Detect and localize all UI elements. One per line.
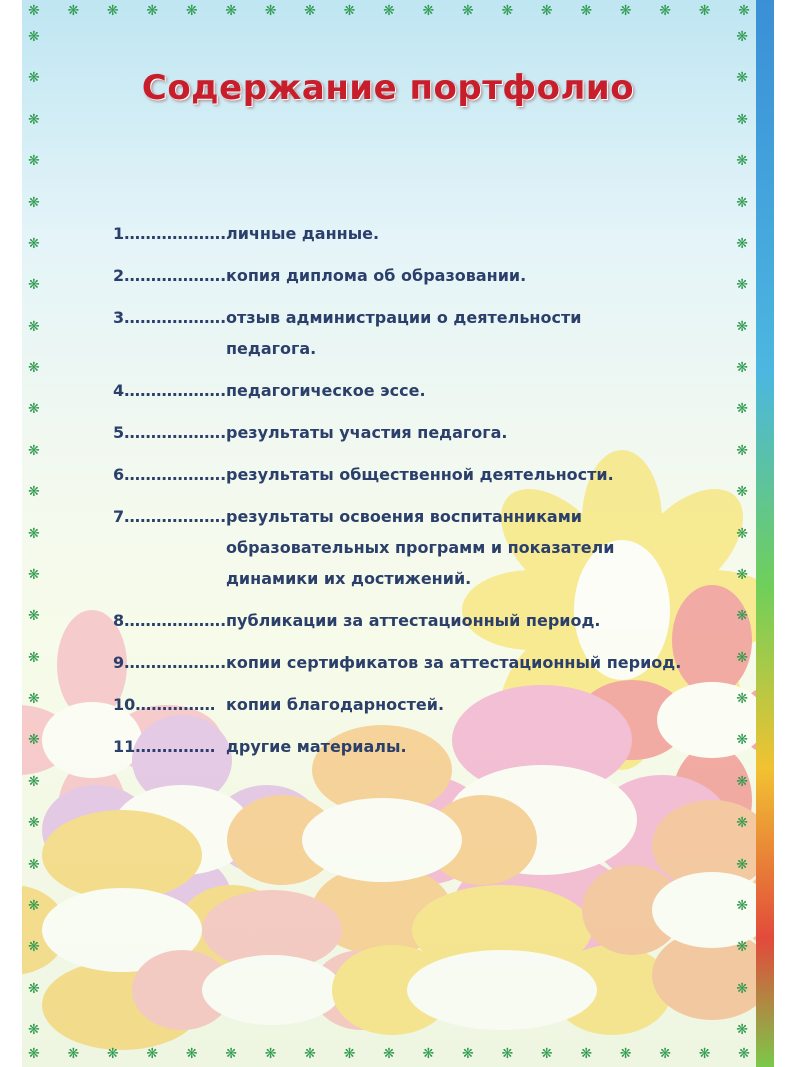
clover-icon: ❋ bbox=[422, 3, 435, 19]
clover-icon: ❋ bbox=[736, 29, 748, 45]
clover-icon: ❋ bbox=[146, 1046, 159, 1062]
item-text: копии благодарностей. bbox=[226, 695, 445, 714]
list-item bbox=[113, 731, 753, 762]
clover-icon: ❋ bbox=[738, 1046, 750, 1062]
list-item bbox=[113, 218, 753, 252]
clover-icon: ❋ bbox=[736, 525, 748, 542]
rainbow-edge bbox=[756, 0, 774, 1067]
clover-icon: ❋ bbox=[28, 111, 40, 128]
clover-icon: ❋ bbox=[736, 980, 748, 997]
clover-icon: ❋ bbox=[736, 442, 748, 459]
clover-icon: ❋ bbox=[28, 856, 40, 873]
clover-icon: ❋ bbox=[106, 1046, 119, 1062]
clover-icon: ❋ bbox=[28, 608, 40, 625]
clover-icon: ❋ bbox=[28, 939, 40, 956]
clover-icon: ❋ bbox=[736, 773, 748, 790]
clover-icon: ❋ bbox=[659, 1046, 671, 1062]
clover-icon: ❋ bbox=[580, 1046, 593, 1062]
item-number: 8………………. bbox=[113, 611, 226, 630]
clover-icon: ❋ bbox=[422, 1046, 435, 1062]
clover-icon: ❋ bbox=[738, 3, 750, 19]
item-number: 4………………. bbox=[113, 381, 226, 400]
clover-icon: ❋ bbox=[264, 1046, 277, 1062]
clover-icon: ❋ bbox=[461, 3, 474, 19]
clover-icon: ❋ bbox=[28, 1022, 40, 1038]
clover-icon: ❋ bbox=[383, 3, 395, 19]
clover-icon: ❋ bbox=[28, 401, 40, 418]
clover-icon: ❋ bbox=[28, 897, 40, 914]
list-item bbox=[113, 375, 753, 406]
clover-icon: ❋ bbox=[736, 1022, 748, 1038]
clover-icon: ❋ bbox=[619, 1046, 632, 1062]
item-text: другие материалы. bbox=[226, 737, 407, 756]
clover-icon: ❋ bbox=[67, 1046, 80, 1062]
clover-icon: ❋ bbox=[736, 608, 748, 625]
clover-icon: ❋ bbox=[343, 3, 356, 19]
list-item bbox=[113, 260, 753, 294]
clover-icon: ❋ bbox=[28, 691, 40, 707]
clover-icon: ❋ bbox=[146, 3, 159, 19]
clover-icon: ❋ bbox=[28, 980, 40, 997]
clover-icon: ❋ bbox=[225, 3, 237, 19]
clover-icon: ❋ bbox=[28, 732, 40, 749]
item-number: 1………………. bbox=[113, 224, 226, 243]
clover-icon: ❋ bbox=[28, 773, 40, 790]
clover-icon: ❋ bbox=[736, 566, 748, 583]
clover-icon: ❋ bbox=[28, 1046, 40, 1062]
list-item bbox=[113, 605, 753, 636]
list-item bbox=[113, 501, 753, 594]
clover-icon: ❋ bbox=[736, 401, 748, 418]
clover-icon: ❋ bbox=[736, 318, 748, 335]
clover-icon: ❋ bbox=[106, 3, 119, 19]
list-item bbox=[113, 459, 753, 490]
clover-icon: ❋ bbox=[28, 649, 40, 666]
clover-icon: ❋ bbox=[736, 277, 748, 294]
item-number: 7………………. bbox=[113, 507, 226, 526]
clover-icon: ❋ bbox=[343, 1046, 356, 1062]
clover-icon: ❋ bbox=[736, 897, 748, 914]
clover-icon: ❋ bbox=[659, 3, 671, 19]
clover-icon: ❋ bbox=[580, 3, 593, 19]
clover-icon: ❋ bbox=[67, 3, 80, 19]
clover-icon: ❋ bbox=[736, 856, 748, 873]
clover-icon: ❋ bbox=[736, 111, 748, 128]
clover-icon: ❋ bbox=[383, 1046, 395, 1062]
border-left bbox=[28, 30, 40, 1037]
clover-icon: ❋ bbox=[736, 484, 748, 501]
clover-icon: ❋ bbox=[28, 70, 40, 87]
item-number: 3………………. bbox=[113, 308, 226, 327]
clover-icon: ❋ bbox=[736, 194, 748, 211]
clover-icon: ❋ bbox=[28, 815, 40, 832]
item-text: публикации за аттестационный период. bbox=[226, 611, 601, 630]
item-text: результаты участия педагога. bbox=[226, 423, 508, 442]
clover-icon: ❋ bbox=[736, 815, 748, 832]
clover-icon: ❋ bbox=[501, 3, 514, 19]
clover-icon: ❋ bbox=[304, 3, 316, 19]
table-of-contents bbox=[113, 218, 753, 762]
list-item bbox=[113, 302, 753, 364]
clover-icon: ❋ bbox=[185, 1046, 198, 1062]
item-number: 5………………. bbox=[113, 423, 226, 442]
item-number: 2………………. bbox=[113, 266, 226, 285]
item-number: 9………………. bbox=[113, 653, 226, 672]
clover-icon: ❋ bbox=[28, 525, 40, 542]
clover-icon: ❋ bbox=[28, 153, 40, 170]
clover-icon: ❋ bbox=[28, 29, 40, 45]
item-text: результаты общественной деятельности. bbox=[226, 465, 614, 484]
clover-icon: ❋ bbox=[28, 360, 40, 376]
clover-icon: ❋ bbox=[698, 1046, 711, 1062]
border-bottom bbox=[28, 1047, 750, 1061]
item-text: копия диплома об образовании. bbox=[226, 266, 527, 285]
list-item bbox=[113, 689, 753, 720]
clover-icon: ❋ bbox=[28, 235, 40, 252]
clover-icon: ❋ bbox=[540, 1046, 553, 1062]
clover-icon: ❋ bbox=[264, 3, 277, 19]
list-item bbox=[113, 647, 753, 678]
border-top bbox=[28, 4, 750, 18]
item-text: отзыв администрации о деятельности педагога. bbox=[226, 308, 582, 358]
clover-icon: ❋ bbox=[736, 70, 748, 87]
clover-icon: ❋ bbox=[28, 277, 40, 294]
clover-icon: ❋ bbox=[619, 3, 632, 19]
item-text: личные данные. bbox=[226, 224, 380, 243]
page-title: Содержание портфолио bbox=[141, 68, 635, 108]
clover-icon: ❋ bbox=[736, 732, 748, 749]
list-item bbox=[113, 417, 753, 448]
clover-icon: ❋ bbox=[185, 3, 198, 19]
clover-icon: ❋ bbox=[501, 1046, 514, 1062]
item-number: 11…………… bbox=[113, 737, 216, 756]
clover-icon: ❋ bbox=[540, 3, 553, 19]
clover-icon: ❋ bbox=[28, 566, 40, 583]
clover-icon: ❋ bbox=[736, 235, 748, 252]
clover-icon: ❋ bbox=[28, 3, 40, 19]
clover-icon: ❋ bbox=[736, 939, 748, 956]
clover-icon: ❋ bbox=[304, 1046, 316, 1062]
clover-icon: ❋ bbox=[736, 691, 748, 707]
item-text: педагогическое эссе. bbox=[226, 381, 426, 400]
clover-icon: ❋ bbox=[28, 442, 40, 459]
item-text: копии сертификатов за аттестационный период. bbox=[226, 653, 682, 672]
item-number: 6………………. bbox=[113, 465, 226, 484]
clover-icon: ❋ bbox=[28, 194, 40, 211]
clover-icon: ❋ bbox=[461, 1046, 474, 1062]
clover-icon: ❋ bbox=[736, 360, 748, 376]
clover-icon: ❋ bbox=[28, 318, 40, 335]
item-text: результаты освоения воспитанниками образовательных программ и показатели динамики их достижений. bbox=[226, 507, 615, 588]
clover-icon: ❋ bbox=[736, 649, 748, 666]
clover-icon: ❋ bbox=[28, 484, 40, 501]
clover-icon: ❋ bbox=[698, 3, 711, 19]
item-number: 10…………… bbox=[113, 695, 216, 714]
clover-icon: ❋ bbox=[736, 153, 748, 170]
clover-icon: ❋ bbox=[225, 1046, 237, 1062]
